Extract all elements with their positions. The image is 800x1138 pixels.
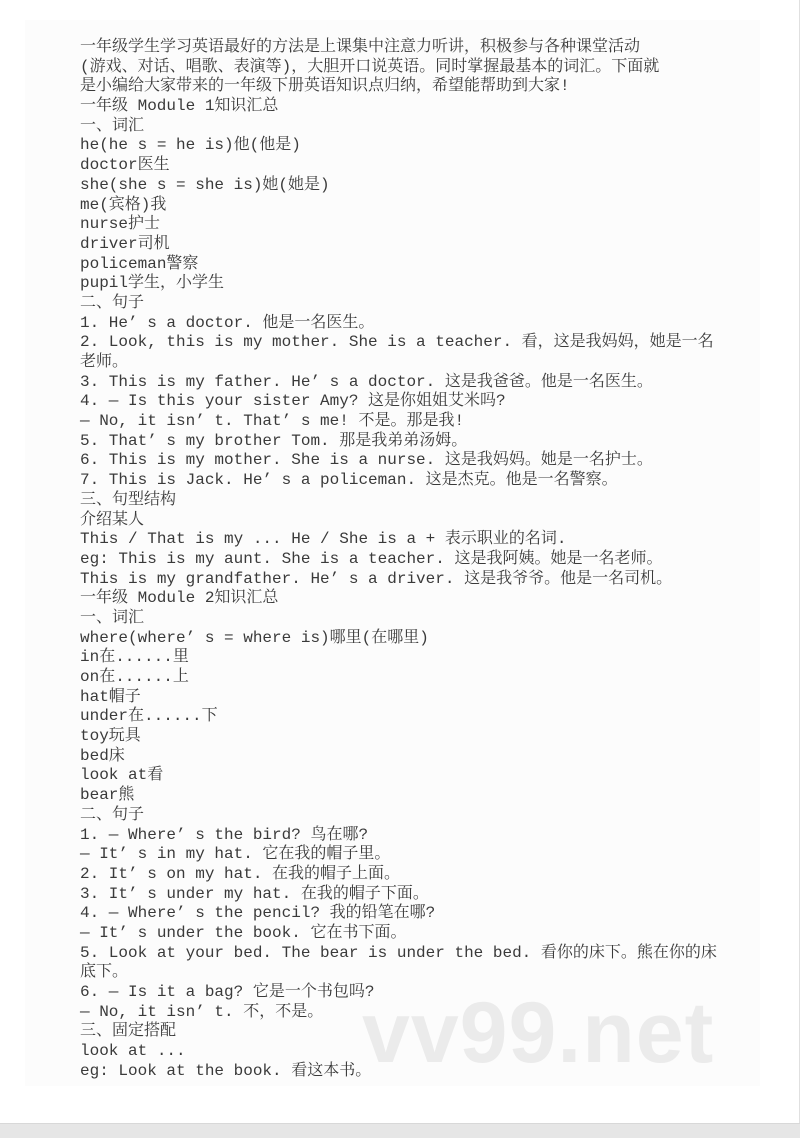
text-line: 1. — Where’ s the bird? 鸟在哪?	[80, 825, 369, 844]
text-line: in在......里	[80, 648, 189, 667]
text-line: 二、句子	[80, 293, 145, 312]
text-line: 一年级 Module 1知识汇总	[80, 97, 279, 116]
text-line: 3. This is my father. He’ s a doctor. 这是我爸爸。他是一名医生。	[80, 372, 653, 391]
text-line: pupil学生，小学生	[80, 274, 225, 293]
text-line: 一、词汇	[80, 116, 145, 135]
text-line: eg: This is my aunt. She is a teacher. 这是我阿姨。她是一名老师。	[80, 549, 663, 568]
text-line: 底下。	[80, 963, 129, 982]
text-line: This / That is my ... He / She is a + 表示职业的名词.	[80, 530, 567, 549]
text-line: This is my grandfather. He’ s a driver. 这是我爷爷。他是一名司机。	[80, 569, 673, 588]
text-line: look at看	[80, 766, 164, 785]
text-line: — It’ s in my hat. 它在我的帽子里。	[80, 845, 391, 864]
text-line: eg: Look at the book. 看这本书。	[80, 1061, 372, 1080]
text-line: under在......下	[80, 707, 218, 726]
watermark: vv99.net	[362, 985, 715, 1081]
text-line: bear熊	[80, 786, 135, 805]
text-line: — No, it isn’ t. That’ s me! 不是。那是我!	[80, 412, 465, 431]
text-line: 6. This is my mother. She is a nurse. 这是我妈妈。她是一名护士。	[80, 451, 653, 470]
document-text	[80, 38, 717, 1081]
text-line: hat帽子	[80, 687, 141, 706]
text-line: 是小编给大家带来的一年级下册英语知识点归纳，希望能帮助到大家!	[80, 77, 570, 96]
text-line: 三、句型结构	[80, 490, 177, 509]
text-line: me(宾格)我	[80, 195, 167, 214]
text-line: 2. It’ s on my hat. 在我的帽子上面。	[80, 864, 401, 883]
text-line: driver司机	[80, 234, 170, 253]
text-line: on在......上	[80, 668, 189, 686]
text-line: — It’ s under the book. 它在书下面。	[80, 923, 407, 942]
text-line: 4. — Where’ s the pencil? 我的铅笔在哪?	[80, 904, 436, 923]
text-line: 2. Look, this is my mother. She is a teacher. 看，这是我妈妈，她是一名	[80, 333, 714, 352]
text-line: policeman警察	[80, 254, 199, 273]
bottom-bar	[0, 1123, 800, 1138]
text-line: 5. That’ s my brother Tom. 那是我弟弟汤姆。	[80, 431, 468, 450]
text-line: doctor医生	[80, 156, 170, 175]
text-line: 三、固定搭配	[80, 1022, 177, 1041]
text-line: 6. — Is it a bag? 它是一个书包吗?	[80, 983, 375, 1001]
text-line: look at ...	[80, 1042, 186, 1061]
text-line: 介绍某人	[80, 510, 145, 529]
text-line: 一年级 Module 2知识汇总	[80, 589, 279, 608]
text-line: bed床	[80, 746, 125, 765]
text-line: 老师。	[80, 353, 129, 371]
text-line: 7. This is Jack. He’ s a policeman. 这是杰克。他是一名警察。	[80, 471, 618, 490]
text-line: 二、句子	[80, 805, 145, 824]
text-line: 5. Look at your bed. The bear is under the bed. 看你的床下。熊在你的床	[80, 943, 717, 962]
text-line: nurse护士	[80, 215, 161, 234]
text-line: toy玩具	[80, 727, 141, 746]
text-line: 3. It’ s under my hat. 在我的帽子下面。	[80, 884, 429, 903]
text-line: 一、词汇	[80, 608, 145, 627]
text-line: 一年级学生学习英语最好的方法是上课集中注意力听讲，积极参与各种课堂活动	[80, 38, 641, 56]
text-line: 4. — Is this your sister Amy? 这是你姐姐艾米吗?	[80, 392, 506, 411]
text-line: 1. He’ s a doctor. 他是一名医生。	[80, 313, 375, 332]
text-line: where(where’ s = where is)哪里(在哪里)	[80, 628, 429, 647]
text-line: (游戏、对话、唱歌、表演等)，大胆开口说英语。同时掌握最基本的词汇。下面就	[80, 57, 660, 76]
text-line: she(she s = she is)她(她是)	[80, 175, 330, 194]
text-line: — No, it isn’ t. 不，不是。	[80, 1002, 324, 1021]
text-line: he(he s = he is)他(他是)	[80, 136, 301, 155]
